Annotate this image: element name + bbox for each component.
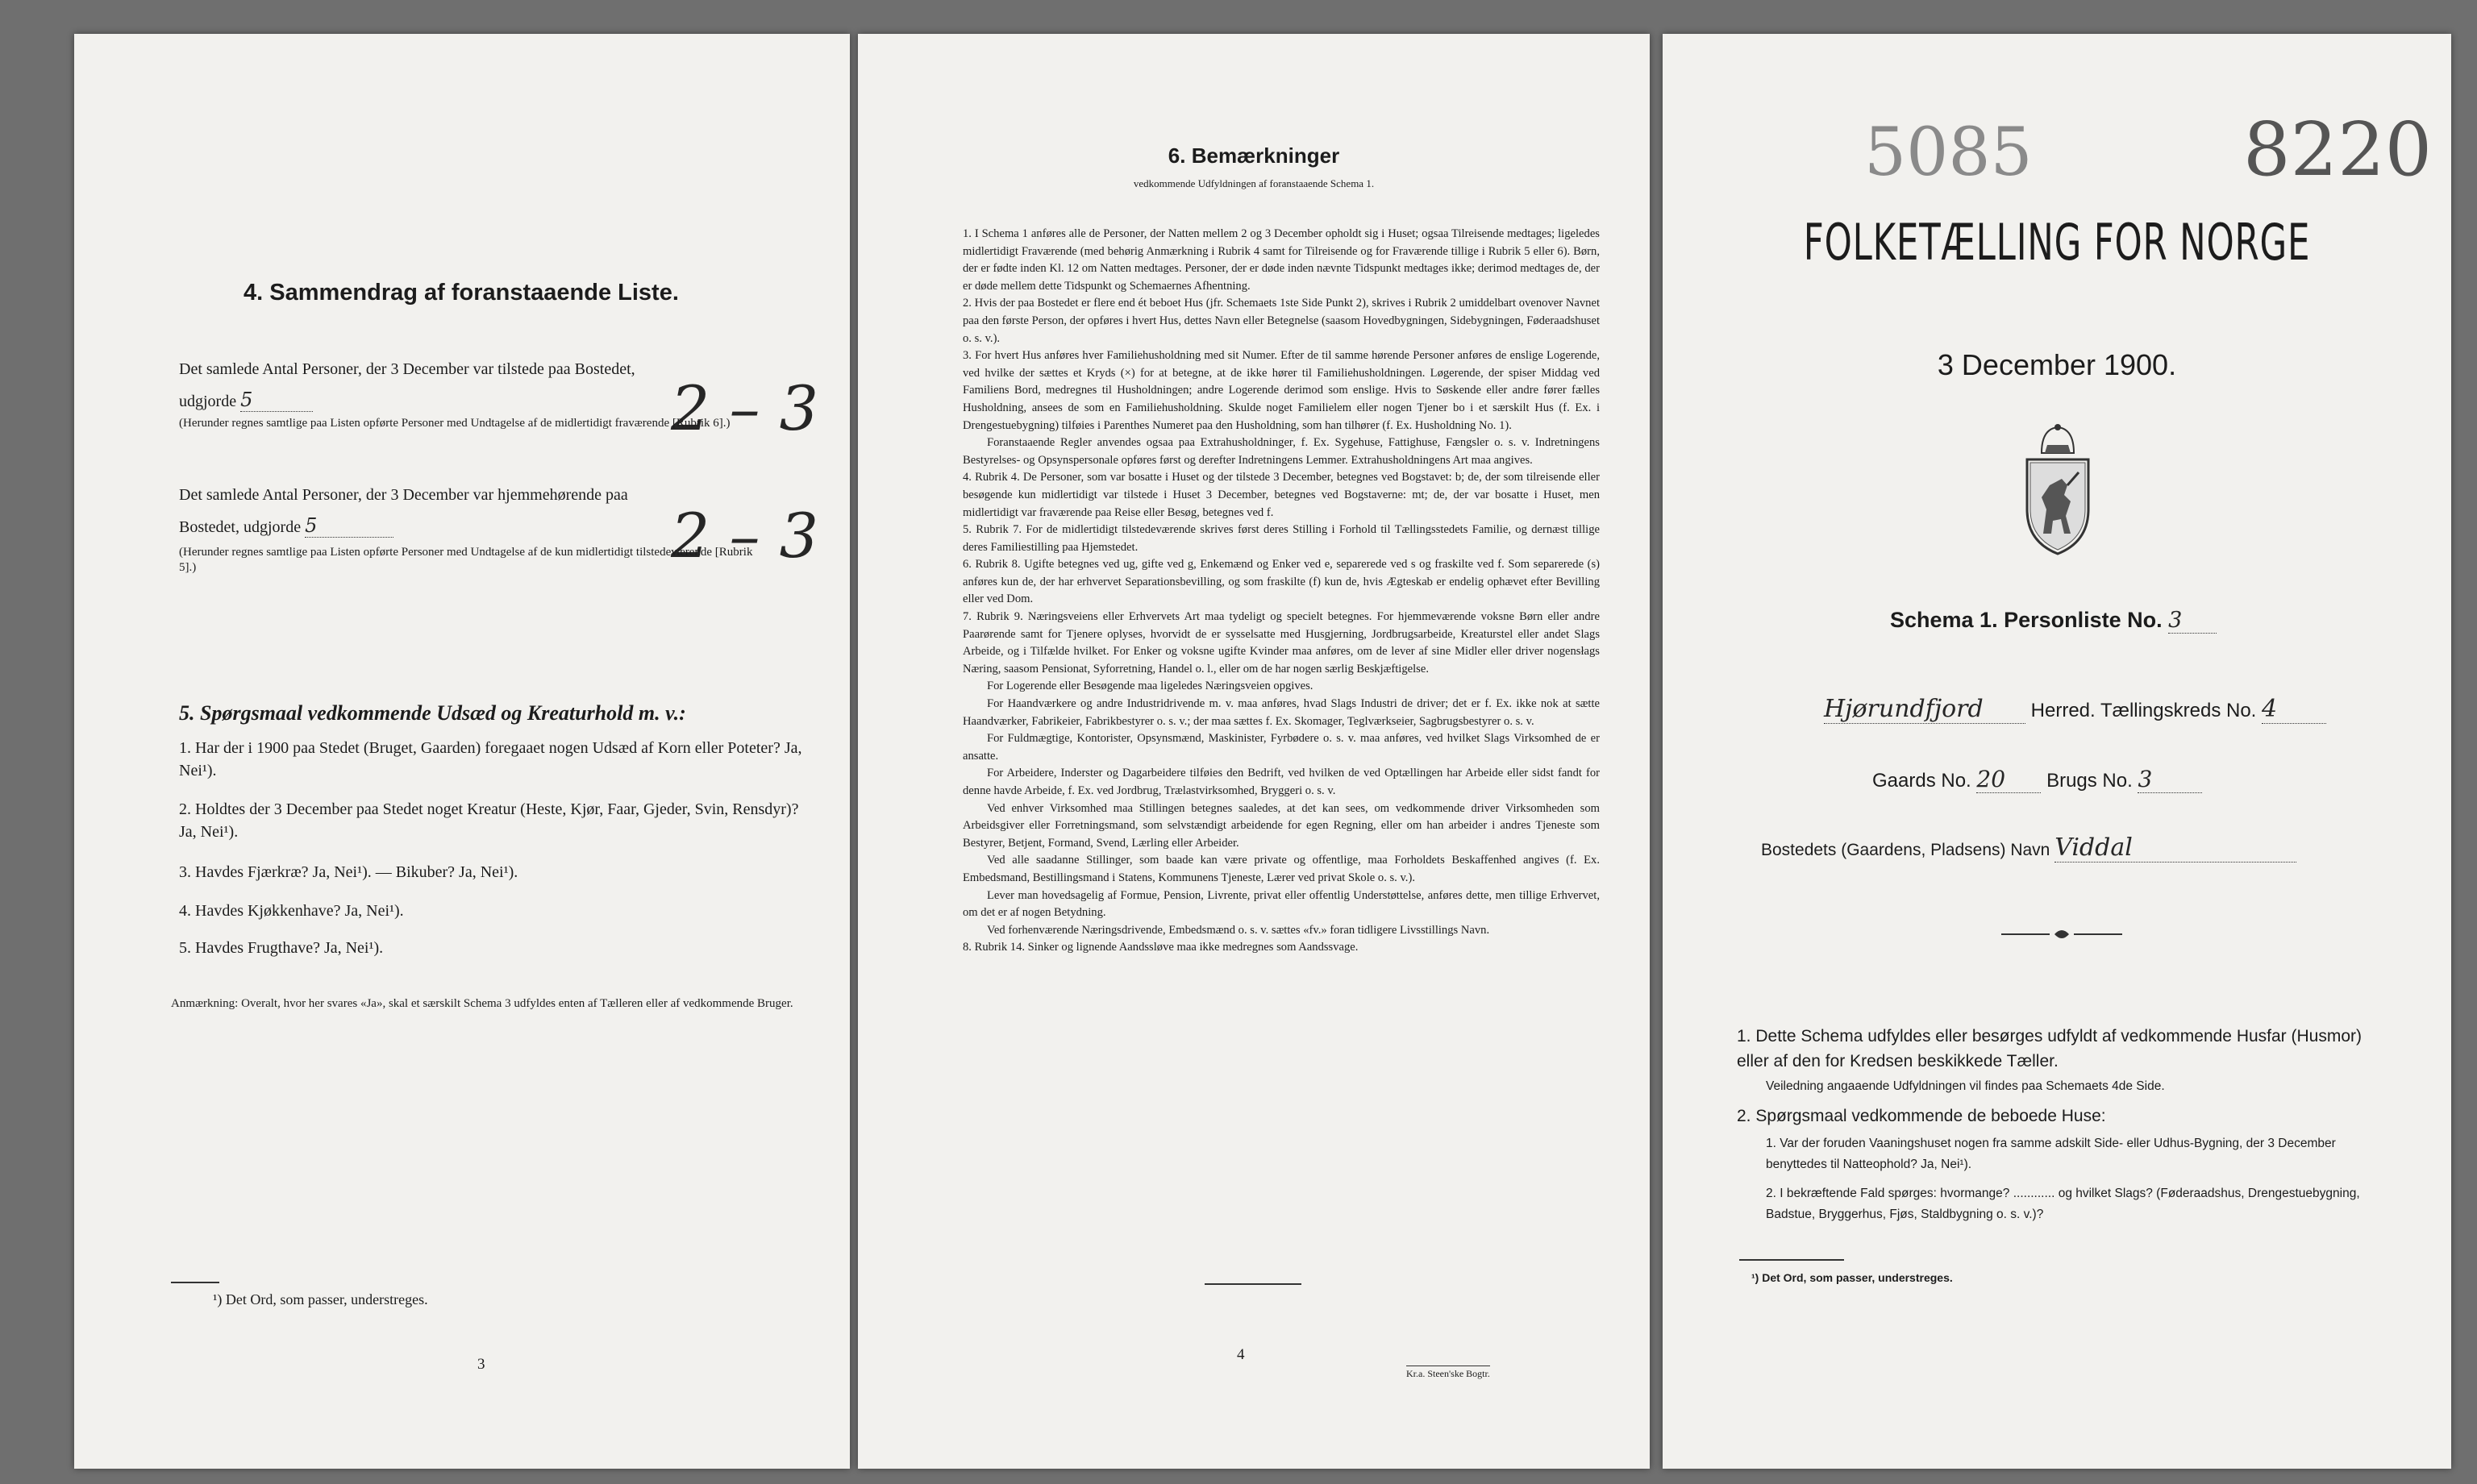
- item-1-text: Det samlede Antal Personer, der 3 December var tilstede paa Bostedet,: [179, 360, 635, 378]
- remarks-subtitle: vedkommende Udfyldningen af foranstaaende Schema 1.: [1133, 177, 1375, 189]
- footnote-rule: [171, 1282, 219, 1283]
- remark-paragraph: 7. Rubrik 9. Næringsveiens eller Erhvervets Art maa tydeligt og specielt betegnes. For hjemmeværende voksne Børn eller andre Paarørende samt for Tjenere oplyses, hvorvidt de er sysselsatte med Husgjerning, Jordbrugsarbeide, Kreaturstel eller andet Slags Arbeide, og i Tilfælde hvilket. For Enker og voksne ugifte Kvinder maa anføres, om de lever af sine Midler eller driver nogensłags Næring, saasom Pensionat, Syforretning, Handel o. l., eller om de har nogen særlig Beskjæftigelse.: [963, 610, 1600, 675]
- remark-paragraph: 6. Rubrik 8. Ugifte betegnes ved ug, gifte ved g, Enkemænd og Enker ved e, separerede ved s og fraskilte ved f. Som separerede (s) anføres kun de, der har erhvervet Separationsbevilling, og som fraskilte (f) kun de, hvis Ægteskab er endelig ophævet efter Bevilling eller ved Dom.: [963, 558, 1600, 606]
- schema-label: Schema 1. Personliste No.: [1890, 608, 2163, 632]
- remark-paragraph: 4. Rubrik 4. De Personer, som var bosatte i Huset og der tilstede 3 December, betegnes ved Bogstavet: b; de, der som tilreisende eller besøgende kun midlertidigt var tilstede i Huset 3 December, betegnes ved Bogstaverne: mt; de, der var bosatte i Huset, men midlertidigt var fraværende paa Reise eller Besøg, betegnes ved f.: [963, 471, 1600, 519]
- gaards-label: Gaards No.: [1872, 770, 1971, 792]
- instructions: [1737, 1024, 2390, 1225]
- handwritten-number: 8220: [2243, 106, 2433, 193]
- remark-paragraph: Lever man hovedsagelig af Formue, Pension, Livrente, privat eller offentlig Understøttelse, anføres dette, men tillige Erhvervet, om det er af nogen Betydning.: [963, 888, 1600, 920]
- item-2-text: Det samlede Antal Personer, der 3 December var hjemmehørende paa: [179, 486, 628, 504]
- census-date: 3 December 1900.: [1937, 348, 2177, 381]
- item-1-value: 5: [240, 389, 313, 412]
- item-2-handwritten: 2 – 3: [671, 500, 819, 572]
- remark-paragraph: Foranstaaende Regler anvendes ogsaa paa Extrahusholdninger, f. Ex. Sygehuse, Fattighuse, Fængsler o. s. v. Indretningens Bestyrelses- og Opsynspersonale opføres først og derefter Indretningens Lemmer. Extrahusholdningens Art maa angives.: [963, 436, 1600, 467]
- gaards-value: 20: [1976, 766, 2041, 793]
- herred-value: Hjørundfjord: [1824, 695, 2025, 724]
- item-1-label: udgjorde: [179, 393, 237, 410]
- item-1-note: (Herunder regnes samtlige paa Listen opførte Personer med Undtagelse af de midlertidigt fraværende [Rubrik 6].): [179, 417, 731, 430]
- handwritten-archive-number: 5085: [1864, 114, 2033, 191]
- section-4-heading: 4. Sammendrag af foranstaaende Liste.: [244, 280, 679, 306]
- remark-paragraph: For Haandværkere og andre Industridrivende m. v. maa anføres, hvad Slags Industri de driver; det er f. Ex. ikke nok at sætte Haandværker, Fabrikeier, Fabrikbestyrer o. s. v.; der maa sættes f. Ex. Skomager, Teglværkseier, Sagbrugsbestyrer o. s. v.: [963, 697, 1600, 728]
- printer-imprint: Kr.a. Steen'ske Bogtr.: [1406, 1366, 1490, 1380]
- footnote: ¹) Det Ord, som passer, understreges.: [213, 1291, 428, 1307]
- norway-coat-of-arms-icon: [2017, 421, 2098, 558]
- remark-paragraph: For Logerende eller Besøgende maa ligeledes Næringsveien opgives.: [987, 680, 1313, 693]
- instruction-1: 1. Dette Schema udfyldes eller besørges udfyldt af vedkommende Husfar (Husmor) eller af den for Kredsen beskikkede Tæller.: [1737, 1027, 2363, 1070]
- page-number: 3: [477, 1356, 485, 1373]
- remark-paragraph: 3. For hvert Hus anføres hver Familiehusholdning med sit Numer. Efter de til samme hørende Personer anføres de enslige Logerende, ved hvilke der sættes et Kryds (×) for at betegne, at de ikke hører til Familiehusholdningen. Løgerende, der spiser Middag ved Familiens Bord, medregnes til Husholdningen; andre Logerende derimod som enslige. Hvis to Søskende eller andre fører fælles Husholdning, ansees de som en Familiehusholdning. Skulde noget Familielem eller nogen Tjener bo i et særskilt Hus (f. Ex. i Drengestuebygning) tilføies i Parenthes Numeret paa den Husholdning, som han tilhører (f. Ex. Husholdning No. 1).: [963, 349, 1600, 432]
- instruction-2-1: 1. Var der foruden Vaaningshuset nogen fra samme adskilt Side- eller Udhus-Bygning, der 3 December benyttedes til Natteophold? Ja, Nei¹).: [1766, 1137, 2336, 1171]
- personliste-number: 3: [2168, 608, 2217, 634]
- instruction-1-note: Veiledning angaaende Udfyldningen vil findes paa Schemaets 4de Side.: [1766, 1079, 2165, 1093]
- footnote: ¹) Det Ord, som passer, understreges.: [1751, 1271, 1953, 1284]
- remark-paragraph: 1. I Schema 1 anføres alle de Personer, der Natten mellem 2 og 3 December opholdt sig i Huset; ogsaa Tilreisende medtages; ligeledes midlertidigt Fraværende (med behørig Anmærkning i Rubrik 4 samt for Tilreisende og for Fraværende tillige i Rubrik 5 eller 6). Børn, der er fødte inden Kl. 12 om Natten medtages. Personer, der er døde inden nævnte Tidspunkt medtages ikke; derimod medtages de, der er døde mellem dette Tidspunkt og Schemaernes Afhentning.: [963, 227, 1600, 293]
- ornament-divider: [2001, 925, 2122, 944]
- brugs-label: Brugs No.: [2046, 770, 2133, 792]
- bosted-value: Viddal: [2054, 833, 2296, 863]
- remarks-body: [963, 226, 1600, 957]
- page-3: [74, 34, 850, 1469]
- gaards-row: [1872, 766, 2202, 793]
- remark-paragraph: For Arbeidere, Inderster og Dagarbeidere tilføies den Bedrift, ved hvilken de ved Optællingen har Arbeide eller sidst fandt for denne havde Arbeide, f. Ex. ved Jordbrug, Trælastvirksomhed, Bryggeri o. s. v.: [963, 767, 1600, 797]
- item-2-label: Bostedet, udgjorde: [179, 518, 302, 536]
- question-2: 2. Holdtes der 3 December paa Stedet noget Kreatur (Heste, Kjør, Faar, Gjeder, Svin, Rensdyr)? Ja, Nei¹).: [179, 800, 799, 841]
- brugs-value: 3: [2138, 766, 2202, 793]
- remark-paragraph: 5. Rubrik 7. For de midlertidigt tilstedeværende skrives først deres Stilling i Forhold til Tællingsstedets Familie, og dernæst tillige deres Familiestilling paa Hjemstedet.: [963, 523, 1600, 554]
- remark-paragraph: 2. Hvis der paa Bostedet er flere end ét beboet Hus (jfr. Schemaets 1ste Side Punkt 2), skrives i Rubrik 2 umiddelbart ovenover Navnet paa den første Person, der opføres i hvert Hus, dettes Navn eller Betegnelse (saasom Hovedbygningen, Sidebygningen, Føderaadshuset o. s. v.).: [963, 297, 1600, 345]
- remark-paragraph: For Fuldmægtige, Kontorister, Opsynsmænd, Maskinister, Fyrbødere o. s. v. maa anføres, ved hvilket Slags Virksomhed de er ansatte.: [963, 732, 1600, 763]
- page-number: 4: [1237, 1346, 1245, 1363]
- section-5-heading: 5. Spørgsmaal vedkommende Udsæd og Kreaturhold m. v.:: [179, 701, 686, 725]
- footnote-rule: [1739, 1259, 1844, 1261]
- remark-paragraph: Ved enhver Virksomhed maa Stillingen betegnes saaledes, at det kan sees, om vedkommende driver Virksomheden som Arbeidsgiver eller Forretningsmand, som selvstændigt arbeidende for egen Regning, eller om han arbeider i andres Tjeneste som Bestyrer, Betjent, Formand, Svend, Lærling eller Arbeider.: [963, 801, 1600, 850]
- bosted-label: Bostedets (Gaardens, Pladsens) Navn: [1761, 841, 2050, 859]
- instruction-2-2: 2. I bekræftende Fald spørges: hvormange? ............ og hvilket Slags? (Føderaadshus, Drengestuebygning, Badstue, Bryggerhus, Fjøs, Staldbygning o. s. v.)?: [1766, 1187, 2360, 1221]
- remark-paragraph: Ved forhenværende Næringsdrivende, Embedsmænd o. s. v. sættes «fv.» foran tidligere Livsstillings Navn.: [987, 923, 1490, 937]
- page-4: [858, 34, 1650, 1469]
- kreds-value: 4: [2262, 695, 2326, 724]
- instruction-2: 2. Spørgsmaal vedkommende de beboede Huse:: [1737, 1107, 2106, 1125]
- form-title: FOLKETÆLLING FOR NORGE: [1803, 213, 2311, 272]
- question-5: 5. Havdes Frugthave? Ja, Nei¹).: [179, 939, 384, 957]
- divider: [1205, 1283, 1301, 1285]
- item-2-value: 5: [305, 514, 393, 538]
- item-1-handwritten: 2 – 3: [671, 372, 819, 444]
- schema-row: [1890, 608, 2217, 634]
- remarks-title: 6. Bemærkninger: [1168, 143, 1340, 168]
- question-4: 4. Havdes Kjøkkenhave? Ja, Nei¹).: [179, 902, 404, 920]
- bosted-row: [1761, 833, 2296, 863]
- item-2-note: (Herunder regnes samtlige paa Listen opførte Personer med Undtagelse af de kun midlertidigt tilstedeværende [Rubrik 5].): [179, 546, 753, 574]
- anmerkning-note: Anmærkning: Overalt, hvor her svares «Ja», skal et særskilt Schema 3 udfyldes enten af Tælleren eller af vedkommende Bruger.: [171, 997, 793, 1010]
- kreds-label: Tællingskreds No.: [2100, 700, 2257, 721]
- page-1: [1663, 34, 2451, 1469]
- remark-paragraph: Ved alle saadanne Stillinger, som baade kan være private og offentlige, maa Forholdets Beskaffenhed angives (f. Ex. Embedsmand, Bestillingsmand i Statens, Kommunens Tjeneste, Lærer ved privat Skole o. s. v.).: [963, 854, 1600, 884]
- question-1: 1. Har der i 1900 paa Stedet (Bruget, Gaarden) foregaaet nogen Udsæd af Korn eller Poteter? Ja, Nei¹).: [179, 739, 802, 779]
- remark-paragraph: 8. Rubrik 14. Sinker og lignende Aandssløve maa ikke medregnes som Aandssvage.: [963, 941, 1359, 954]
- herred-label: Herred.: [2030, 700, 2096, 721]
- herred-row: [1824, 695, 2326, 724]
- question-3: 3. Havdes Fjærkræ? Ja, Nei¹). — Bikuber? Ja, Nei¹).: [179, 863, 518, 881]
